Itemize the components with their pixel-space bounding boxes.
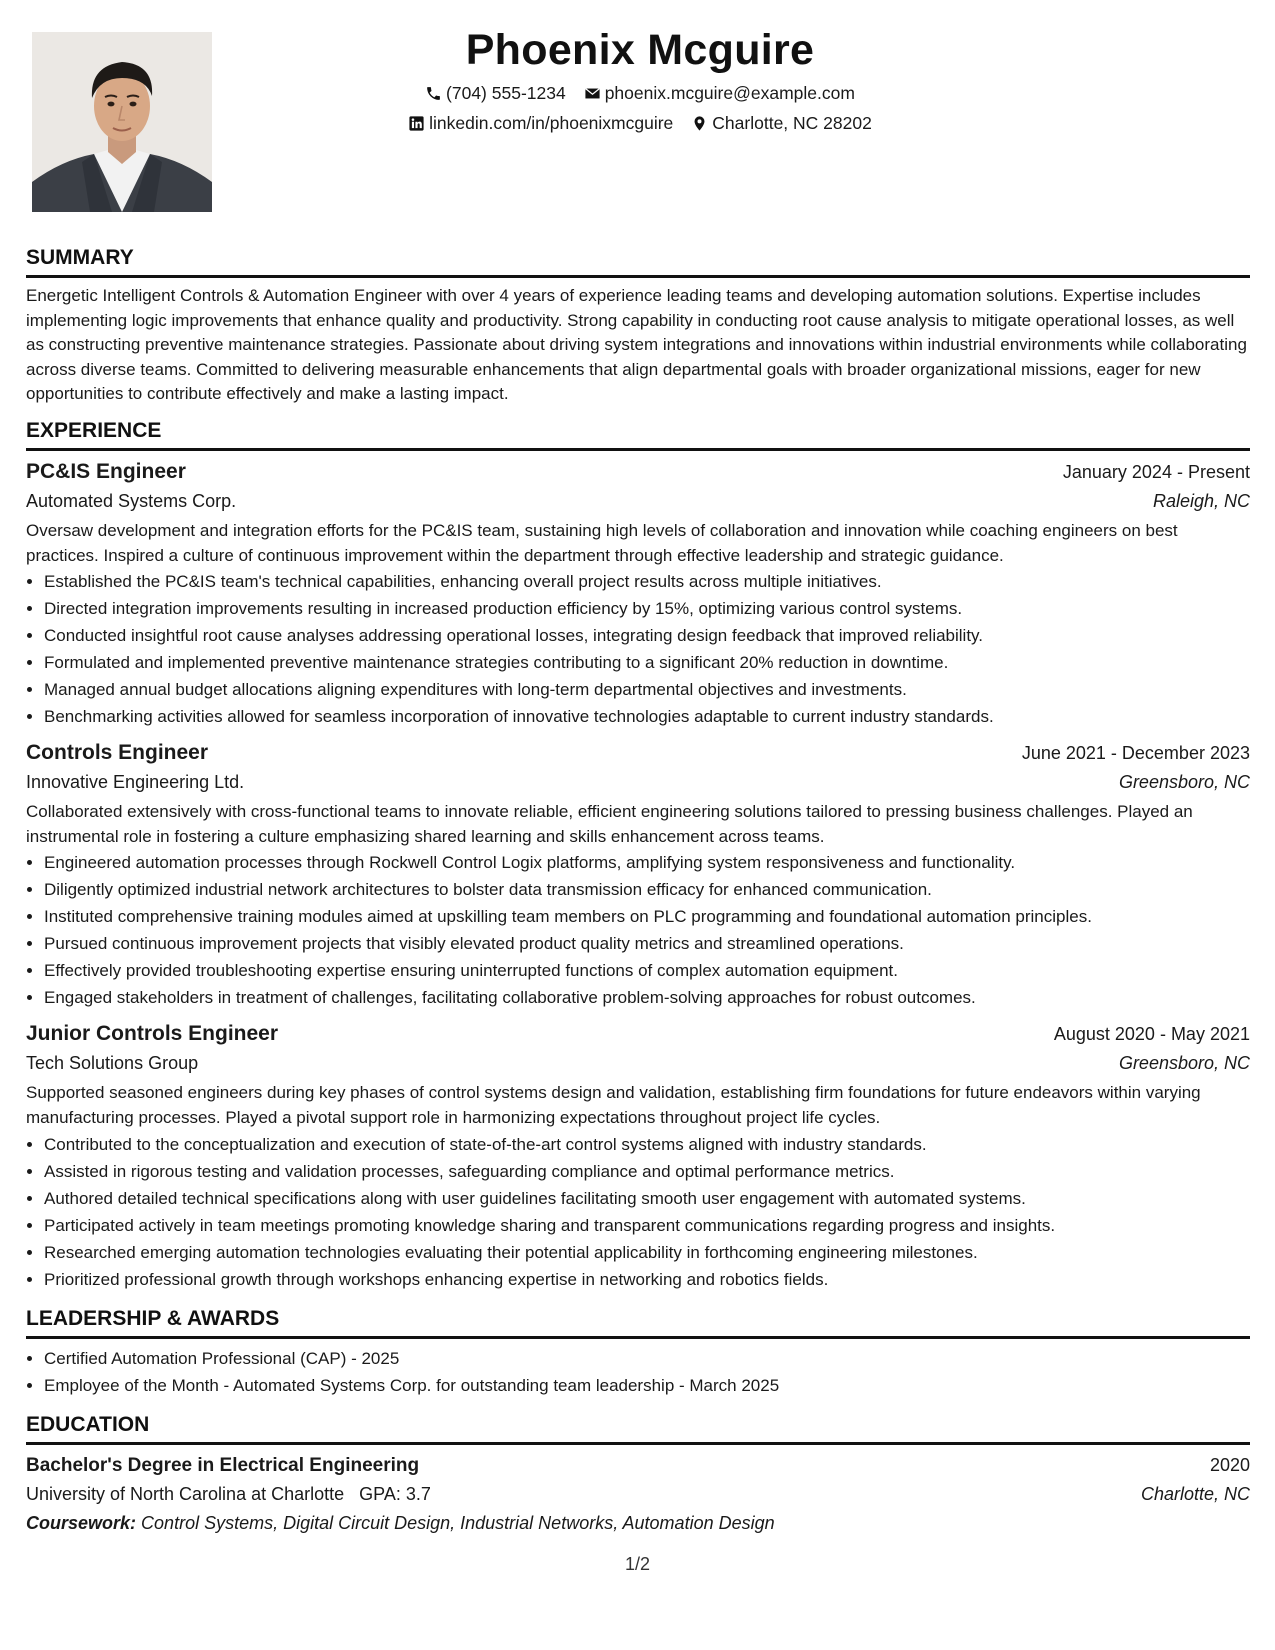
resume-body xyxy=(26,244,1250,1538)
list-item: • Authored detailed technical specifications along with user guidelines facilitating smooth user engagement with automated systems. xyxy=(44,1185,1250,1212)
contact-line-1 xyxy=(240,78,1040,108)
linkedin-text[interactable]: linkedin.com/in/phoenixmcguire xyxy=(429,113,674,133)
contact-location xyxy=(691,108,872,138)
list-item: • Diligently optimized industrial network architectures to bolster data transmission efficacy for enhanced communication. xyxy=(44,876,1250,903)
leadership-heading: LEADERSHIP & AWARDS xyxy=(26,1306,280,1330)
list-item: • Prioritized professional growth through workshops enhancing expertise in networking and robotics fields. xyxy=(44,1266,1250,1293)
section-divider xyxy=(26,448,1250,451)
coursework-line xyxy=(26,1508,1250,1538)
graduation-year: 2020 xyxy=(1209,1454,1250,1475)
job-dates: January 2024 - Present xyxy=(1062,461,1250,482)
contact-email[interactable] xyxy=(584,78,855,108)
location-text: Charlotte, NC 28202 xyxy=(712,113,872,133)
job-title: Junior Controls Engineer xyxy=(26,1022,279,1046)
section-divider xyxy=(26,275,1250,278)
list-item: • Engineered automation processes through Rockwell Control Logix platforms, amplifying system responsiveness and functionality. xyxy=(44,849,1250,876)
phone-text: (704) 555-1234 xyxy=(446,83,566,103)
job-dates: June 2021 - December 2023 xyxy=(1021,743,1250,764)
list-item: • Instituted comprehensive training modules aimed at upskilling team members on PLC programming and foundational automation principles. xyxy=(44,903,1250,930)
summary-section xyxy=(26,244,1250,407)
education-section xyxy=(26,1411,1250,1538)
coursework-list: Control Systems, Digital Circuit Design, Industrial Networks, Automation Design xyxy=(141,1512,775,1533)
section-divider xyxy=(26,1336,1250,1339)
email-text[interactable]: phoenix.mcguire@example.com xyxy=(604,83,855,103)
job-location: Raleigh, NC xyxy=(1152,490,1250,511)
company-name: Innovative Engineering Ltd. xyxy=(26,772,245,793)
school-line xyxy=(26,1480,431,1508)
section-divider xyxy=(26,1442,1250,1445)
job-title: Controls Engineer xyxy=(26,741,209,765)
contact-line-2 xyxy=(240,108,1040,138)
job-bullets xyxy=(26,849,1250,1011)
envelope-icon xyxy=(584,85,601,102)
job-bullets xyxy=(26,1131,1250,1293)
summary-heading: SUMMARY xyxy=(26,246,134,269)
profile-photo xyxy=(32,32,212,212)
list-item: • Contributed to the conceptualization and execution of state-of-the-art control systems aligned with industry standards. xyxy=(44,1131,1250,1158)
candidate-name: Phoenix Mcguire xyxy=(465,26,815,74)
leadership-section xyxy=(26,1305,1250,1399)
list-item: • Directed integration improvements resulting in increased production efficiency by 15%, optimizing various control systems. xyxy=(44,595,1250,622)
job-entry xyxy=(26,738,1250,1011)
list-item: • Established the PC&IS team's technical capabilities, enhancing overall project results across multiple initiatives. xyxy=(44,568,1250,595)
list-item: • Managed annual budget allocations aligning expenditures with long-term departmental objectives and investments. xyxy=(44,676,1250,703)
linkedin-icon xyxy=(408,115,425,132)
awards-list xyxy=(26,1345,1250,1399)
list-item: • Certified Automation Professional (CAP) - 2025 xyxy=(44,1345,1250,1372)
portrait-image xyxy=(32,32,212,212)
contact-phone xyxy=(425,78,566,108)
contact-linkedin[interactable] xyxy=(408,108,673,138)
degree-name: Bachelor's Degree in Electrical Engineering xyxy=(26,1454,420,1476)
list-item: • Benchmarking activities allowed for seamless incorporation of innovative technologies adaptable to current industry standards. xyxy=(44,703,1250,730)
company-name: Automated Systems Corp. xyxy=(26,490,237,511)
job-description: Collaborated extensively with cross-functional teams to innovate reliable, efficient engineering solutions tailored to pressing business challenges. Played an instrumental role in fostering a culture emphasizing shared learning and skills enhancement across teams. xyxy=(26,802,1193,846)
page-number: 1/2 xyxy=(624,1554,651,1574)
summary-text: Energetic Intelligent Controls & Automation Engineer with over 4 years of experience leading teams and developing automation solutions. Expertise includes implementing logic improvements that enhance quality and productivity. Strong capability in conducting root cause analysis to mitigate operational losses, as well as constructing preventive maintenance strategies. Passionate about driving system integrations and innovations within industrial environments while collaborating across diverse teams. Committed to delivering measurable enhancements that align departmental goals with broader organizational missions, eager for new opportunities to contribute effectively and make a lasting impact. xyxy=(26,286,1247,404)
gpa: GPA: 3.7 xyxy=(359,1483,431,1504)
map-pin-icon xyxy=(691,115,708,132)
job-entry xyxy=(26,457,1250,730)
school-location: Charlotte, NC xyxy=(1140,1483,1250,1504)
list-item: • Engaged stakeholders in treatment of challenges, facilitating collaborative problem-solving approaches for robust outcomes. xyxy=(44,984,1250,1011)
job-location: Greensboro, NC xyxy=(1118,772,1250,793)
phone-icon xyxy=(425,85,442,102)
list-item: • Pursued continuous improvement projects that visibly elevated product quality metrics and streamlined operations. xyxy=(44,930,1250,957)
list-item: • Participated actively in team meetings promoting knowledge sharing and transparent communications regarding progress and insights. xyxy=(44,1212,1250,1239)
experience-heading: EXPERIENCE xyxy=(26,418,162,442)
list-item: • Formulated and implemented preventive maintenance strategies contributing to a significant 20% reduction in downtime. xyxy=(44,649,1250,676)
job-entry xyxy=(26,1019,1250,1292)
list-item: • Effectively provided troubleshooting expertise ensuring uninterrupted functions of complex automation equipment. xyxy=(44,957,1250,984)
job-description: Oversaw development and integration efforts for the PC&IS team, sustaining high levels of collaboration and innovation while coaching engineers on best practices. Inspired a culture of continuous improvement within the department through effective leadership and strategic guidance. xyxy=(26,520,1178,565)
list-item: • Conducted insightful root cause analyses addressing operational losses, integrating design feedback that improved reliability. xyxy=(44,622,1250,649)
job-location: Greensboro, NC xyxy=(1118,1053,1250,1074)
job-bullets xyxy=(26,568,1250,730)
school-name: University of North Carolina at Charlotte xyxy=(26,1483,345,1504)
company-name: Tech Solutions Group xyxy=(26,1053,199,1074)
job-description: Supported seasoned engineers during key phases of control systems design and validation, establishing firm foundations for future endeavors within varying manufacturing processes. Played a pivotal support role in harmonizing expectations throughout project life cycles. xyxy=(26,1083,1201,1127)
education-heading: EDUCATION xyxy=(26,1412,150,1436)
coursework-label: Coursework: xyxy=(26,1512,137,1533)
list-item: • Researched emerging automation technologies evaluating their potential applicability in forthcoming engineering milestones. xyxy=(44,1239,1250,1266)
experience-section xyxy=(26,417,1250,1293)
job-dates: August 2020 - May 2021 xyxy=(1053,1024,1250,1045)
list-item: • Employee of the Month - Automated Systems Corp. for outstanding team leadership - March 2025 xyxy=(44,1372,1250,1399)
resume-header xyxy=(240,22,1040,138)
list-item: • Assisted in rigorous testing and validation processes, safeguarding compliance and optimal performance metrics. xyxy=(44,1158,1250,1185)
job-title: PC&IS Engineer xyxy=(26,459,186,483)
